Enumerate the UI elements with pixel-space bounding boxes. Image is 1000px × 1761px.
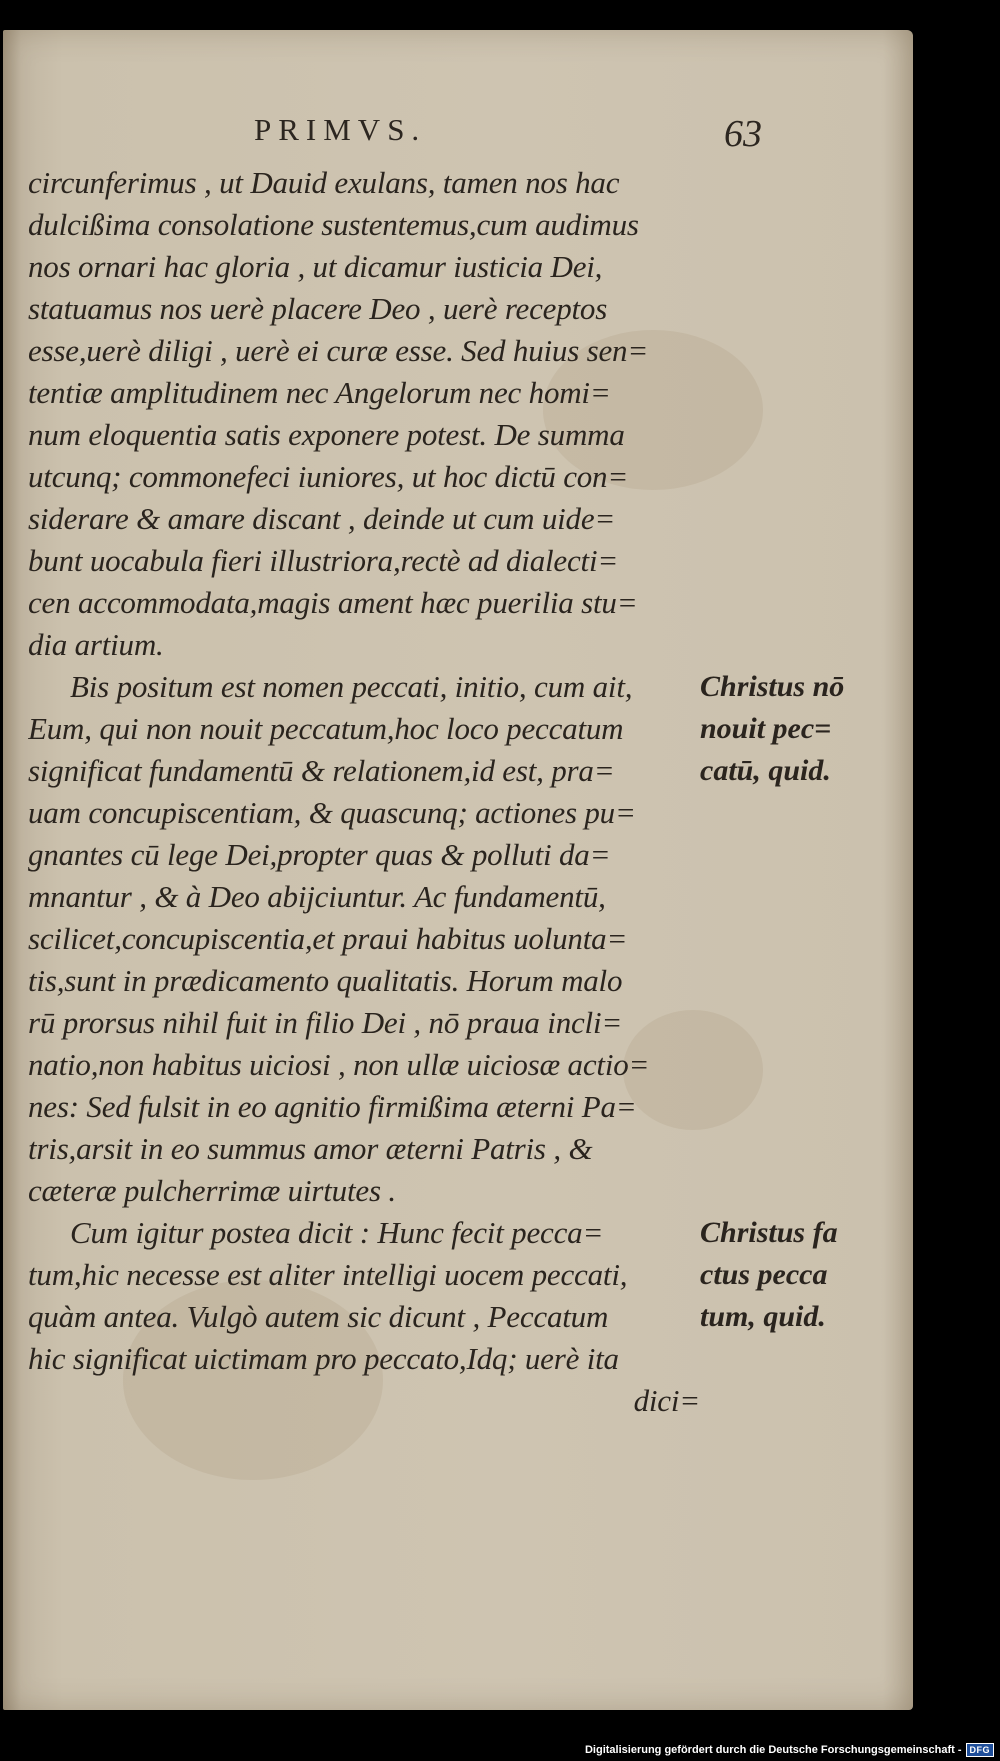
text-line: quàm antea. Vulgò autem sic dicunt , Peccatum — [28, 1299, 609, 1334]
text-line: dia artium. — [28, 627, 164, 662]
margin-note-line: Christus fa — [700, 1216, 838, 1249]
text-line: rū prorsus nihil fuit in filio Dei , nō praua incli= — [28, 1005, 623, 1040]
text-line: uam concupiscentiam, & quascunq; actiones pu= — [28, 795, 636, 830]
catchword: dici= — [633, 1383, 700, 1418]
dfg-logo: DFG — [966, 1743, 995, 1757]
text-line: Eum, qui non nouit peccatum,hoc loco peccatum — [28, 711, 624, 746]
text-line: statuamus nos uerè placere Deo , uerè receptos — [28, 291, 608, 326]
margin-note-line: nouit pec= — [700, 712, 832, 745]
margin-note-line: ctus pecca — [700, 1258, 828, 1291]
text-line: nos ornari hac gloria , ut dicamur iusticia Dei, — [28, 249, 603, 284]
text-line: tum,hic necesse est aliter intelligi uocem peccati, — [28, 1257, 628, 1292]
footer-credit — [585, 1743, 994, 1757]
text-line: bunt uocabula fieri illustriora,rectè ad dialecti= — [28, 543, 619, 578]
text-line: cen accommodata,magis ament hæc puerilia stu= — [28, 585, 638, 620]
text-line: utcunq; commonefeci iuniores, ut hoc dictū con= — [28, 459, 629, 494]
text-line: significat fundamentū & relationem,id est, pra= — [28, 753, 615, 788]
margin-note — [700, 666, 910, 792]
text-line: siderare & amare discant , deinde ut cum uide= — [28, 501, 616, 536]
text-line: dulcißima consolatione sustentemus,cum audimus — [28, 207, 639, 242]
text-line: num eloquentia satis exponere potest. De summa — [28, 417, 625, 452]
text-line: tis,sunt in prædicamento qualitatis. Horum malo — [28, 963, 623, 998]
text-line: cæteræ pulcherrimæ uirtutes . — [28, 1173, 396, 1208]
text-line: mnantur , & à Deo abijciuntur. Ac fundamentū, — [28, 879, 606, 914]
text-line: tentiæ amplitudinem nec Angelorum nec homi= — [28, 375, 611, 410]
text-line: gnantes cū lege Dei,propter quas & polluti da= — [28, 837, 611, 872]
running-head: PRIMVS. — [254, 112, 427, 147]
page-number: 63 — [724, 113, 762, 155]
paragraph-start-line: Bis positum est nomen peccati, initio, cum ait, — [70, 669, 633, 704]
margin-note — [700, 1212, 910, 1338]
text-line: tris,arsit in eo summus amor æterni Patris , & — [28, 1131, 593, 1166]
body-text — [28, 162, 704, 1422]
text-line: scilicet,concupiscentia,et praui habitus uolunta= — [28, 921, 628, 956]
text-line: circunferimus , ut Dauid exulans, tamen nos hac — [28, 165, 620, 200]
text-line: hic significat uictimam pro peccato,Idq; uerè ita — [28, 1341, 619, 1376]
paragraph-start-line: Cum igitur postea dicit : Hunc fecit pecca= — [70, 1215, 604, 1250]
margin-note-line: tum, quid. — [700, 1300, 826, 1333]
text-line: natio,non habitus uiciosi , non ullæ uiciosæ actio= — [28, 1047, 650, 1082]
margin-note-line: Christus nō — [700, 670, 845, 703]
margin-note-line: catū, quid. — [700, 754, 831, 787]
text-line: nes: Sed fulsit in eo agnitio firmißima æterni Pa= — [28, 1089, 637, 1124]
text-line: esse,uerè diligi , uerè ei curæ esse. Sed huius sen= — [28, 333, 649, 368]
credit-text: Digitalisierung gefördert durch die Deutsche Forschungsgemeinschaft - — [584, 1744, 962, 1756]
